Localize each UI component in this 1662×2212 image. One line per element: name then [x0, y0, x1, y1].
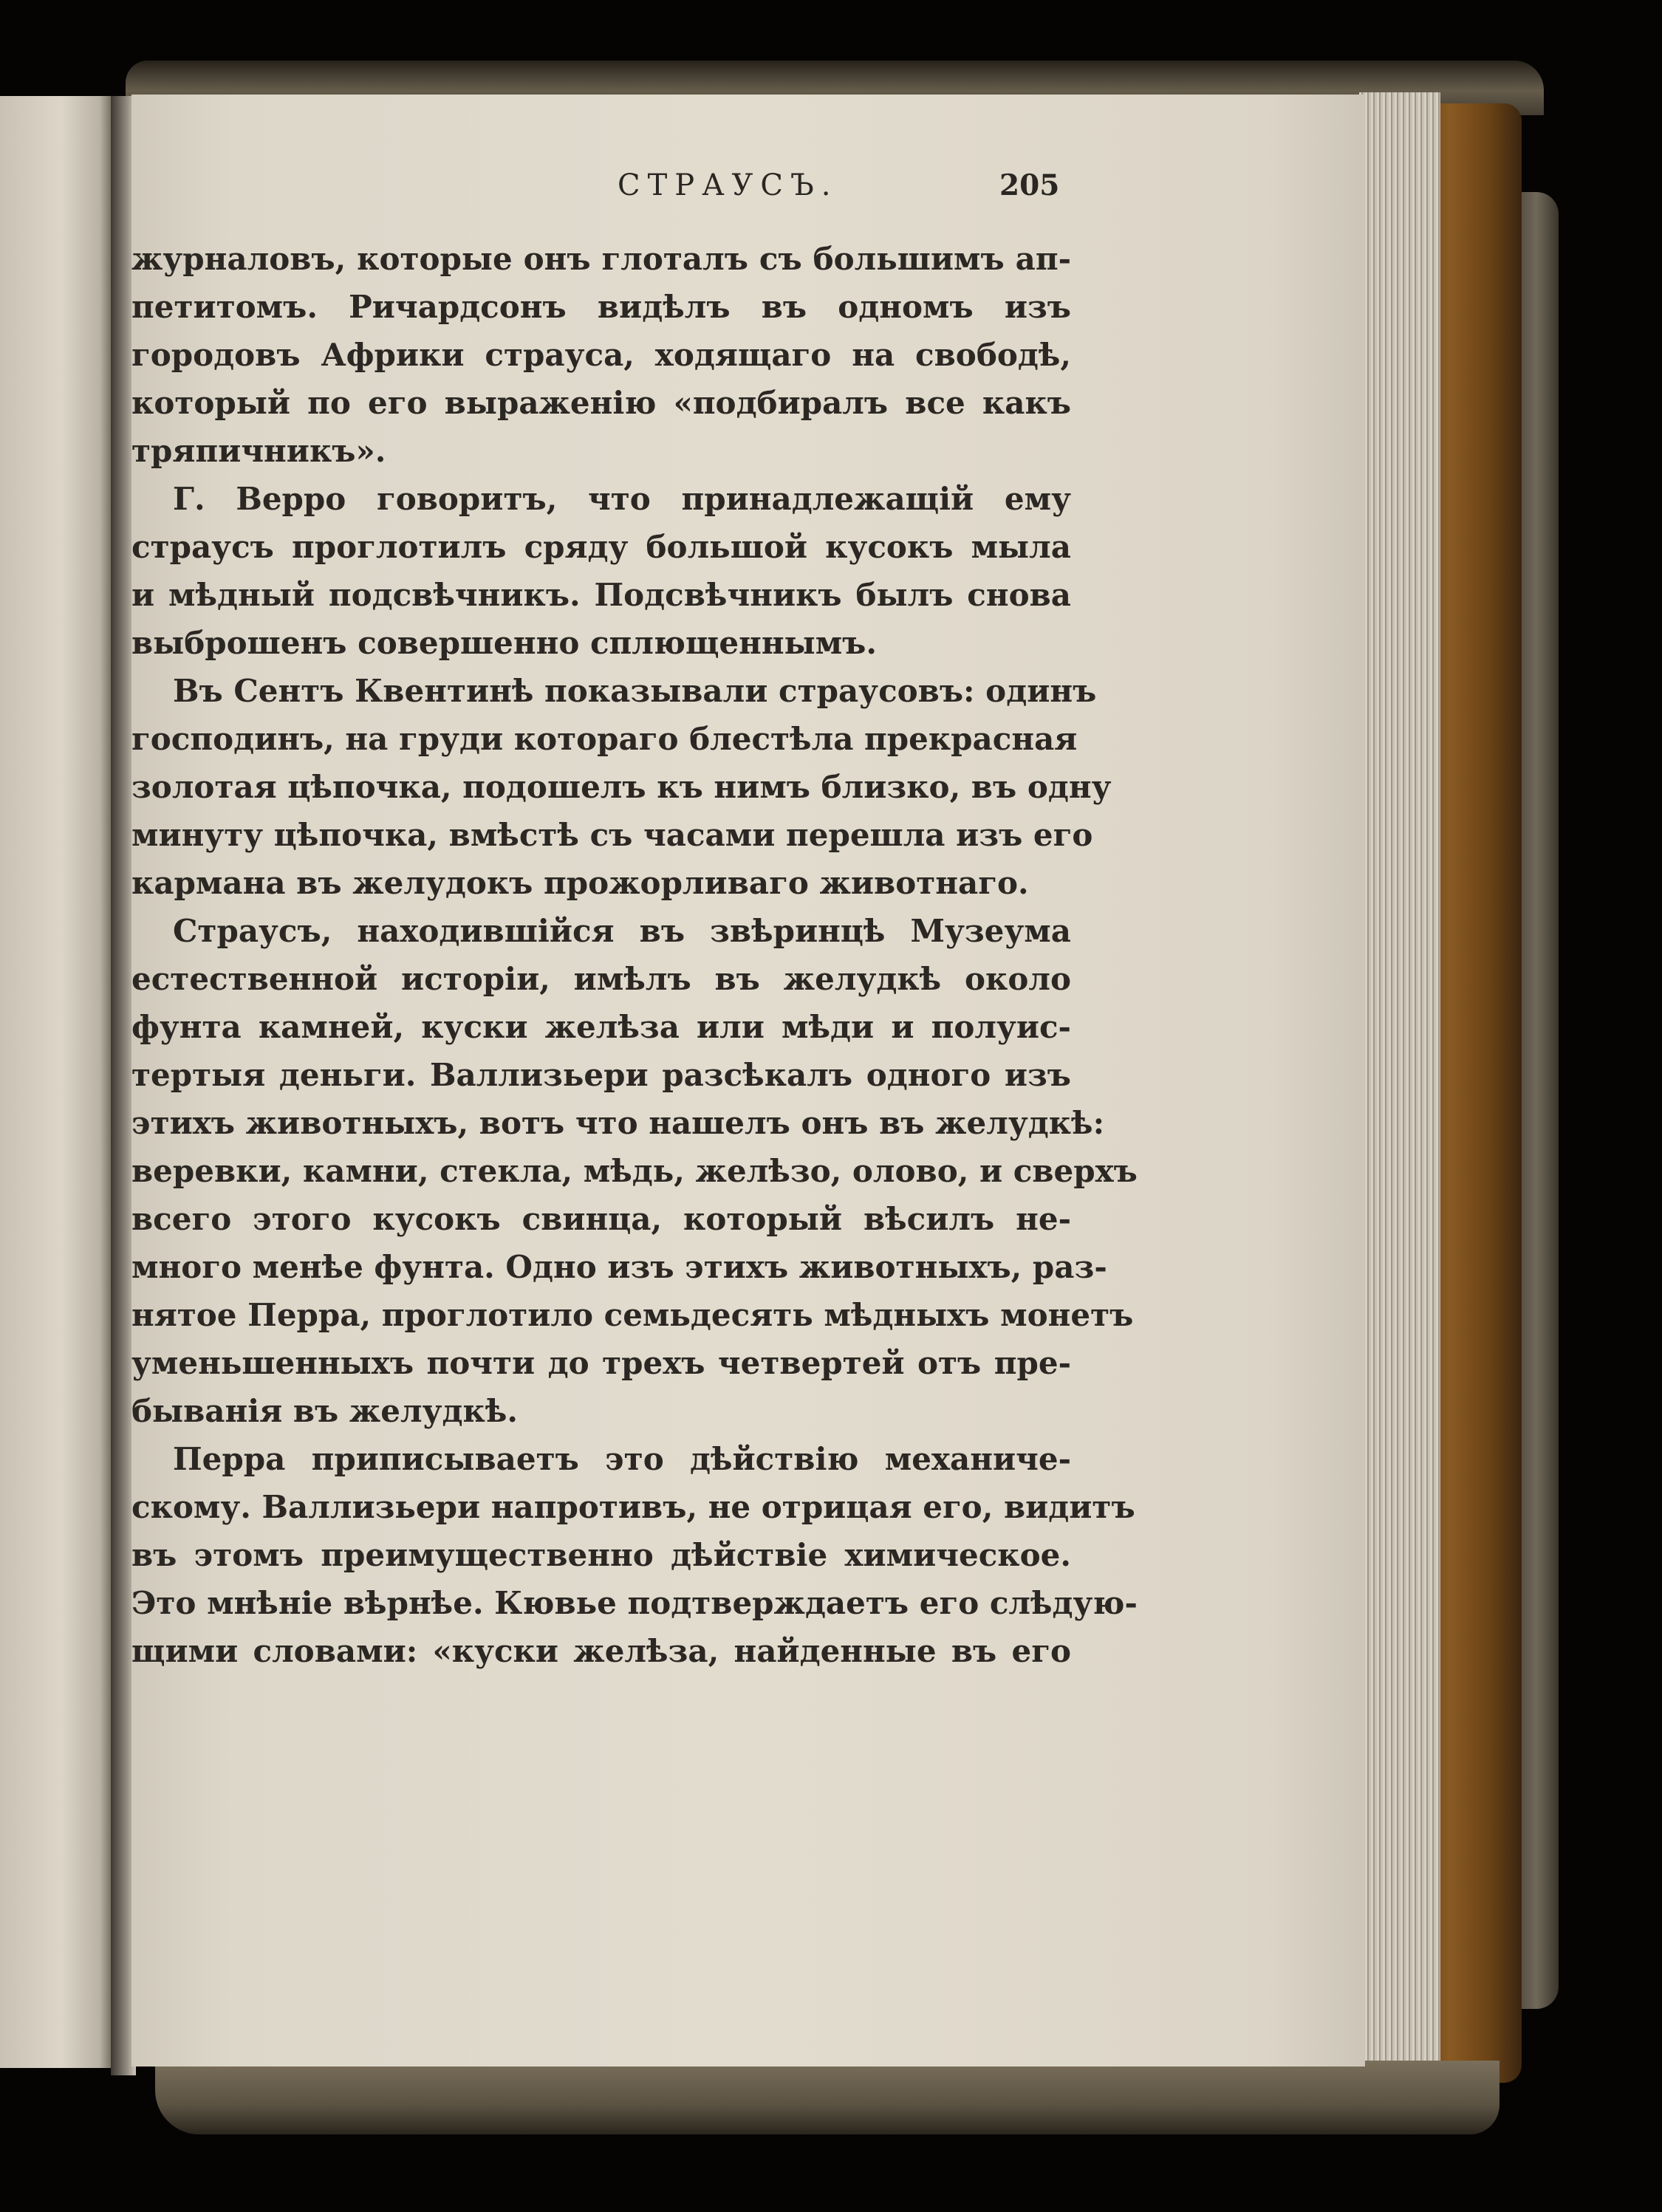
text-line: скому. Валлизьери напротивъ, не отрицая его, видитъ [131, 1489, 1135, 1525]
body-text [131, 235, 1138, 1675]
text-line: уменьшенныхъ почти до трехъ четвертей отъ пре- [131, 1345, 1071, 1381]
text-line: минуту цѣпочка, вмѣстѣ съ часами перешла изъ его [131, 817, 1093, 853]
text-line: петитомъ. Ричардсонъ видѣлъ въ одномъ изъ [131, 289, 1071, 325]
text-line: нятое Перра, проглотило семьдесять мѣдныхъ монетъ [131, 1297, 1134, 1333]
text-line: фунта камней, куски желѣза или мѣди и полуис- [131, 1009, 1071, 1045]
text-line: всего этого кусокъ свинца, который вѣсилъ не- [131, 1201, 1071, 1237]
text-line: въ этомъ преимущественно дѣйствіе химическое. [131, 1537, 1071, 1573]
text-line: городовъ Африки страуса, ходящаго на свободѣ, [131, 337, 1071, 373]
text-line: Страусъ, находившійся въ звѣринцѣ Музеума [173, 913, 1071, 949]
text-line: Это мнѣніе вѣрнѣе. Кювье подтверждаетъ его слѣдую- [131, 1585, 1138, 1621]
text-line: тряпичникъ». [131, 433, 386, 469]
page-stack-edges [1359, 92, 1440, 2072]
text-line: и мѣдный подсвѣчникъ. Подсвѣчникъ былъ снова [131, 577, 1071, 613]
text-line: кармана въ желудокъ прожорливаго животнаго. [131, 865, 1029, 901]
page-header [0, 168, 1662, 220]
text-line: господинъ, на груди котораго блестѣла прекрасная [131, 721, 1078, 757]
text-line: тертыя деньги. Валлизьери разсѣкалъ одного изъ [131, 1057, 1071, 1093]
text-line: веревки, камни, стекла, мѣдь, желѣзо, олово, и сверхъ [131, 1153, 1138, 1189]
text-line: который по его выраженію «подбиралъ все какъ [131, 385, 1071, 421]
left-page-edge [0, 96, 111, 2068]
page-number: 205 [999, 168, 1060, 202]
text-line: Перра приписываетъ это дѣйствію механиче- [173, 1441, 1071, 1477]
text-line: золотая цѣпочка, подошелъ къ нимъ близко, въ одну [131, 769, 1112, 805]
text-line: много менѣе фунта. Одно изъ этихъ животныхъ, раз- [131, 1249, 1107, 1285]
book-cloth-bottom [155, 2061, 1499, 2134]
text-line: щими словами: «куски желѣза, найденные въ его [131, 1633, 1071, 1669]
text-line: выброшенъ совершенно сплющеннымъ. [131, 625, 878, 661]
text-line: быванія въ желудкѣ. [131, 1393, 518, 1429]
text-line: страусъ проглотилъ сряду большой кусокъ мыла [131, 529, 1071, 565]
text-line: естественной исторіи, имѣлъ въ желудкѣ около [131, 961, 1071, 997]
text-line: журналовъ, которые онъ глоталъ съ большимъ ап- [131, 241, 1071, 277]
text-line: Въ Сентъ Квентинѣ показывали страусовъ: одинъ [173, 673, 1097, 709]
text-line: Г. Верро говоритъ, что принадлежащій ему [173, 481, 1071, 517]
text-line: этихъ животныхъ, вотъ что нашелъ онъ въ желудкѣ: [131, 1105, 1105, 1141]
running-title: СТРАУСЪ. [618, 168, 838, 202]
